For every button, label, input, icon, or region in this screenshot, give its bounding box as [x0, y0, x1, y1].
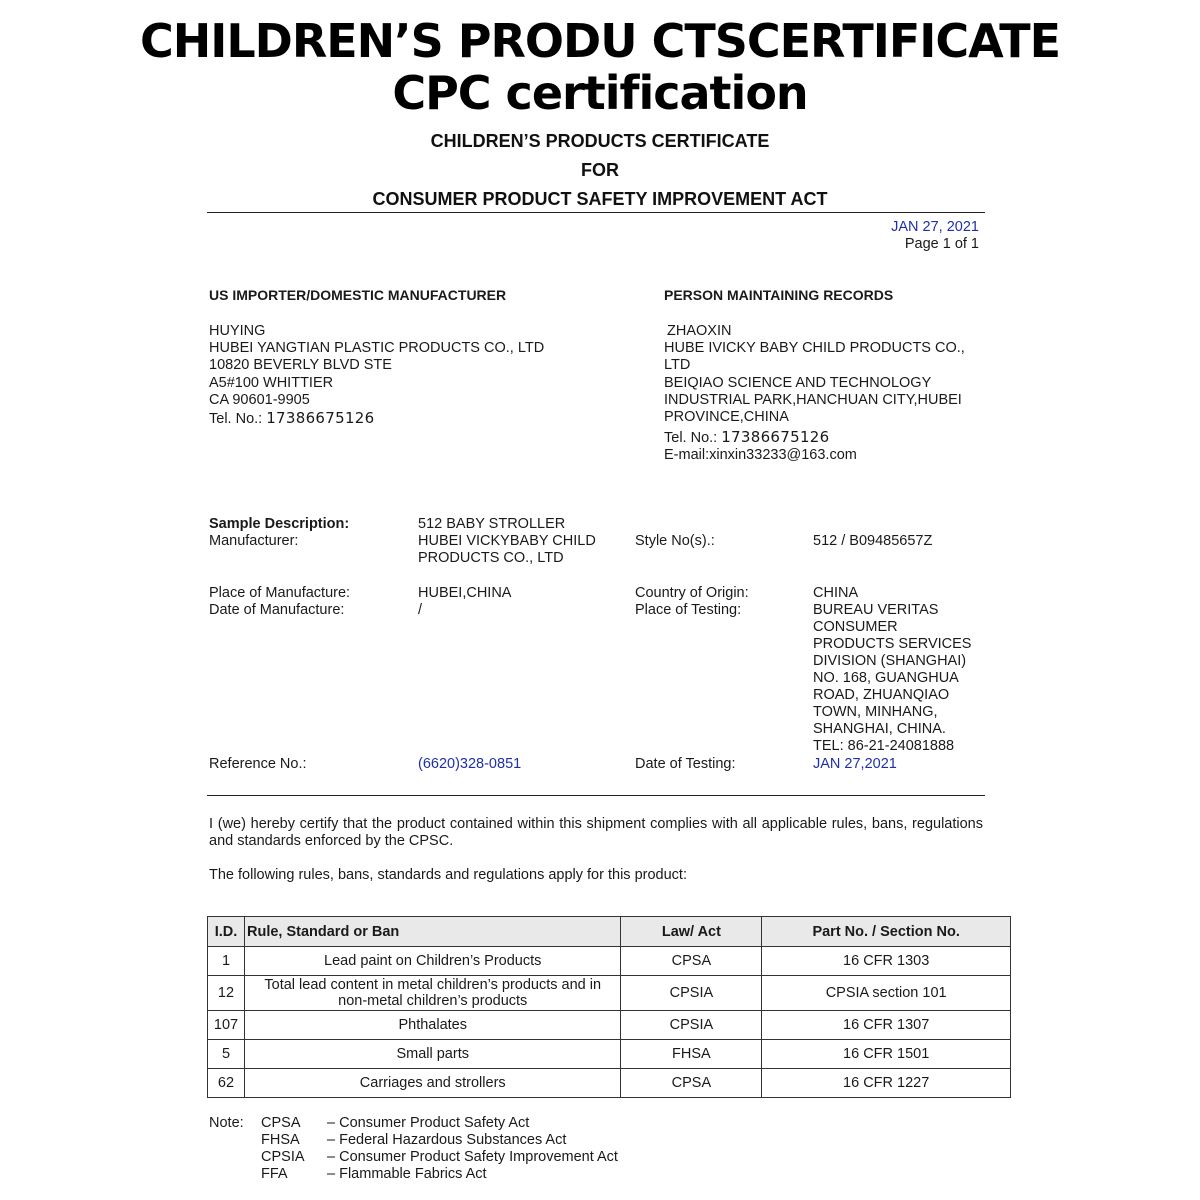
- records-line: ZHAOXIN: [667, 323, 732, 339]
- place-of-manufacture-label: Place of Manufacture:: [209, 585, 351, 601]
- date-of-testing-value: JAN 27,2021: [813, 756, 897, 772]
- country-of-origin-value: CHINA: [813, 585, 859, 601]
- main-title-line-2: CPC certification: [392, 66, 808, 120]
- note-definition: – Consumer Product Safety Act: [327, 1115, 530, 1131]
- records-line: HUBE IVICKY BABY CHILD PRODUCTS CO.,: [664, 340, 965, 357]
- header-divider: [207, 212, 985, 213]
- note-definition: – Consumer Product Safety Improvement Act: [327, 1149, 618, 1165]
- note-abbr: CPSIA: [261, 1149, 305, 1165]
- column-header-rule: Rule, Standard or Ban: [244, 917, 620, 947]
- records-tel-label: Tel. No.:: [664, 430, 718, 447]
- testing-place-line: TEL: 86-21-24081888: [813, 738, 955, 754]
- note-abbr: CPSA: [261, 1115, 301, 1131]
- row-part: CPSIA section 101: [762, 976, 1011, 1011]
- details-divider: [207, 795, 985, 796]
- subtitle-line-2: FOR: [581, 160, 619, 180]
- row-id: 5: [208, 1040, 245, 1069]
- reference-label: Reference No.:: [209, 756, 307, 772]
- country-of-origin-label: Country of Origin:: [635, 585, 749, 601]
- records-email: E-mail:xinxin33233@163.com: [664, 447, 857, 464]
- table-row: [208, 1069, 1011, 1098]
- importer-line: A5#100 WHITTIER: [209, 374, 334, 391]
- certificate-date: JAN 27, 2021: [891, 219, 979, 235]
- rules-table: [207, 916, 1011, 1098]
- row-id: 12: [208, 976, 245, 1011]
- records-address: [664, 323, 965, 465]
- importer-heading: US IMPORTER/DOMESTIC MANUFACTURER: [209, 287, 507, 303]
- table-header-row: [208, 917, 1011, 947]
- testing-place-line: BUREAU VERITAS: [813, 602, 939, 618]
- certification-statement: I (we) hereby certify that the product contained within this shipment complies with all applicable rules, bans, regulations and standards enforced by the CPSC.: [209, 816, 983, 849]
- manufacturer-line: HUBEI VICKYBABY CHILD: [418, 533, 596, 549]
- row-rule: Phthalates: [244, 1011, 620, 1040]
- records-line: PROVINCE,CHINA: [664, 409, 789, 426]
- table-row: [208, 976, 1011, 1011]
- notes-label: Note:: [209, 1115, 244, 1131]
- importer-address: [209, 323, 544, 428]
- row-law: CPSIA: [621, 1011, 762, 1040]
- row-rule: Total lead content in metal children’s products and in non-metal children’s products: [244, 976, 620, 1011]
- column-header-law: Law/ Act: [621, 917, 762, 947]
- records-heading: PERSON MAINTAINING RECORDS: [664, 287, 894, 303]
- row-id: 107: [208, 1011, 245, 1040]
- place-of-manufacture-value: HUBEI,CHINA: [418, 585, 512, 601]
- column-header-id: I.D.: [208, 917, 245, 947]
- manufacturer-label: Manufacturer:: [209, 533, 299, 549]
- column-header-part: Part No. / Section No.: [762, 917, 1011, 947]
- row-part: 16 CFR 1303: [762, 947, 1011, 976]
- row-rule: Carriages and strollers: [244, 1069, 620, 1098]
- testing-place-line: DIVISION (SHANGHAI): [813, 653, 967, 669]
- note-abbr: FHSA: [261, 1132, 300, 1148]
- row-part: 16 CFR 1227: [762, 1069, 1011, 1098]
- records-line: BEIQIAO SCIENCE AND TECHNOLOGY: [664, 374, 932, 391]
- note-definition: – Flammable Fabrics Act: [327, 1166, 487, 1182]
- row-law: CPSA: [621, 947, 762, 976]
- sample-description-value: 512 BABY STROLLER: [418, 516, 566, 532]
- subtitle-line-1: CHILDREN’S PRODUCTS CERTIFICATE: [430, 131, 770, 151]
- note-abbr: FFA: [261, 1166, 288, 1182]
- main-title-line-1: CHILDREN’S PRODU CTSCERTIFICATE: [139, 14, 1061, 68]
- testing-place-line: CONSUMER: [813, 619, 898, 635]
- style-label: Style No(s).:: [635, 533, 715, 549]
- row-part: 16 CFR 1307: [762, 1011, 1011, 1040]
- importer-tel: 17386675126: [266, 409, 375, 428]
- notes-block: [209, 1115, 618, 1183]
- manufacturer-value: [418, 533, 596, 567]
- records-tel: 17386675126: [721, 428, 830, 447]
- testing-place-line: NO. 168, GUANGHUA: [813, 670, 959, 686]
- row-id: 62: [208, 1069, 245, 1098]
- table-row: [208, 947, 1011, 976]
- table-row: [208, 1011, 1011, 1040]
- records-line: LTD: [664, 357, 691, 374]
- importer-line: 10820 BEVERLY BLVD STE: [209, 357, 392, 374]
- row-part: 16 CFR 1501: [762, 1040, 1011, 1069]
- date-of-testing-label: Date of Testing:: [635, 756, 736, 772]
- style-value: 512 / B09485657Z: [813, 533, 933, 549]
- sample-description-label: Sample Description:: [209, 516, 350, 532]
- reference-value: (6620)328-0851: [418, 756, 522, 772]
- row-law: FHSA: [621, 1040, 762, 1069]
- importer-line: CA 90601-9905: [209, 391, 310, 408]
- testing-place-line: TOWN, MINHANG,: [813, 704, 938, 720]
- place-of-testing-value: [813, 602, 971, 755]
- testing-place-line: PRODUCTS SERVICES: [813, 636, 972, 652]
- testing-place-line: SHANGHAI, CHINA.: [813, 721, 946, 737]
- records-line: INDUSTRIAL PARK,HANCHUAN CITY,HUBEI: [664, 391, 962, 408]
- place-of-testing-label: Place of Testing:: [635, 602, 742, 618]
- subtitle-line-3: CONSUMER PRODUCT SAFETY IMPROVEMENT ACT: [372, 189, 828, 209]
- row-law: CPSIA: [621, 976, 762, 1011]
- testing-place-line: ROAD, ZHUANQIAO: [813, 687, 950, 703]
- date-of-manufacture-label: Date of Manufacture:: [209, 602, 345, 618]
- date-of-manufacture-value: /: [418, 602, 423, 618]
- table-row: [208, 1040, 1011, 1069]
- importer-tel-label: Tel. No.:: [209, 411, 263, 428]
- row-rule: Lead paint on Children’s Products: [244, 947, 620, 976]
- importer-line: HUBEI YANGTIAN PLASTIC PRODUCTS CO., LTD: [209, 340, 545, 357]
- note-definition: – Federal Hazardous Substances Act: [327, 1132, 567, 1148]
- importer-line: HUYING: [209, 323, 266, 339]
- row-law: CPSA: [621, 1069, 762, 1098]
- manufacturer-line: PRODUCTS CO., LTD: [418, 550, 564, 566]
- applicable-rules-intro: The following rules, bans, standards and regulations apply for this product:: [209, 867, 687, 883]
- row-rule: Small parts: [244, 1040, 620, 1069]
- page-number: Page 1 of 1: [904, 236, 979, 252]
- row-id: 1: [208, 947, 245, 976]
